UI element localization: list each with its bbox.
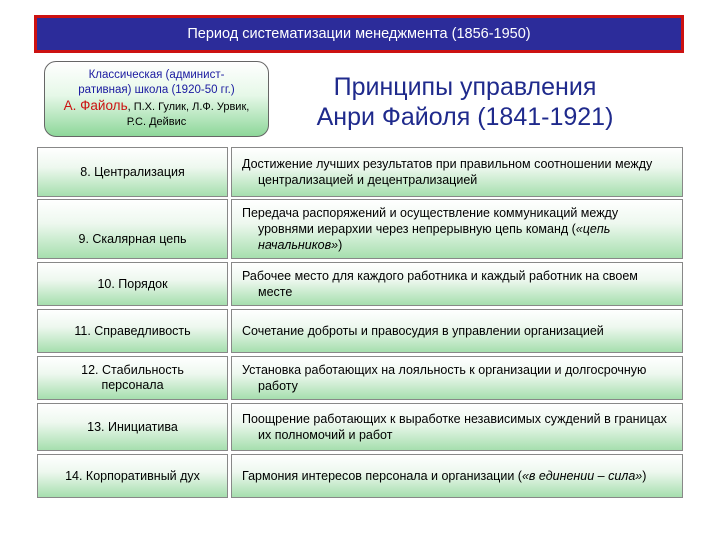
principle-name xyxy=(37,309,228,353)
principle-name xyxy=(37,454,228,498)
principle-name-text: 11. Справедливость xyxy=(74,323,191,338)
principle-name-text: 14. Корпоративный дух xyxy=(65,468,200,483)
school-box xyxy=(44,61,269,137)
principle-name xyxy=(37,356,228,400)
slide-header xyxy=(34,15,684,53)
desc-part-end: ) xyxy=(642,469,647,483)
principle-name xyxy=(37,199,228,259)
desc-part-end: ) xyxy=(338,238,343,252)
author-fayol: А. Файоль xyxy=(63,98,128,113)
principle-desc-text: Установка работающих на лояльность к организации и долгосрочную работу xyxy=(242,363,647,393)
desc-emphasis: «в единении – сила» xyxy=(521,469,643,483)
author-others: , П.Х. Гулик, Л.Ф. Урвик, xyxy=(127,101,250,113)
title-line-1: Принципы управления xyxy=(333,73,597,101)
principle-name-text: 13. Инициатива xyxy=(87,419,178,434)
desc-part: Гармония интересов персонала и организации ( xyxy=(242,469,522,483)
school-line-2: ративная) школа (1920-50 гг.) xyxy=(78,84,235,96)
principle-desc-text xyxy=(242,205,674,253)
principle-desc xyxy=(231,262,683,306)
principle-desc xyxy=(231,403,683,451)
desc-part: Передача распоряжений и осуществление коммуникаций между уровнями иерархии через непрерывную цепь команд ( xyxy=(242,206,619,236)
principle-name-text: 12. Стабильность персонала xyxy=(81,363,184,392)
header-title: Период систематизации менеджмента (1856-1950) xyxy=(187,26,531,42)
title-line-2: Анри Файоля (1841-1921) xyxy=(316,103,614,131)
page-title xyxy=(300,72,630,132)
principle-name xyxy=(37,147,228,197)
principle-name xyxy=(37,403,228,451)
principle-name xyxy=(37,262,228,306)
principle-desc-text: Поощрение работающих к выработке независимых суждений в границах их полномочий и работ xyxy=(242,412,667,442)
school-authors xyxy=(45,98,268,115)
desc-emphasis: «цепь начальников» xyxy=(258,222,611,252)
principle-name-text: 10. Порядок xyxy=(97,276,168,291)
school-line-1: Классическая (админист- xyxy=(88,69,225,81)
principle-desc-text: Рабочее место для каждого работника и каждый работник на своем месте xyxy=(242,269,638,299)
principle-desc xyxy=(231,199,683,259)
principle-desc-text: Достижение лучших результатов при правильном соотношении между централизацией и децентрализацией xyxy=(242,157,653,187)
principle-desc xyxy=(231,454,683,498)
principle-desc xyxy=(231,356,683,400)
principle-desc-text: Сочетание доброты и правосудия в управлении организацией xyxy=(242,324,604,338)
principle-desc-text xyxy=(242,468,646,484)
principle-name-text: 8. Централизация xyxy=(80,164,185,179)
principle-name-text: 9. Скалярная цепь xyxy=(78,231,187,246)
principle-desc xyxy=(231,309,683,353)
principle-desc xyxy=(231,147,683,197)
school-line-4: Р.С. Дейвис xyxy=(126,116,187,128)
